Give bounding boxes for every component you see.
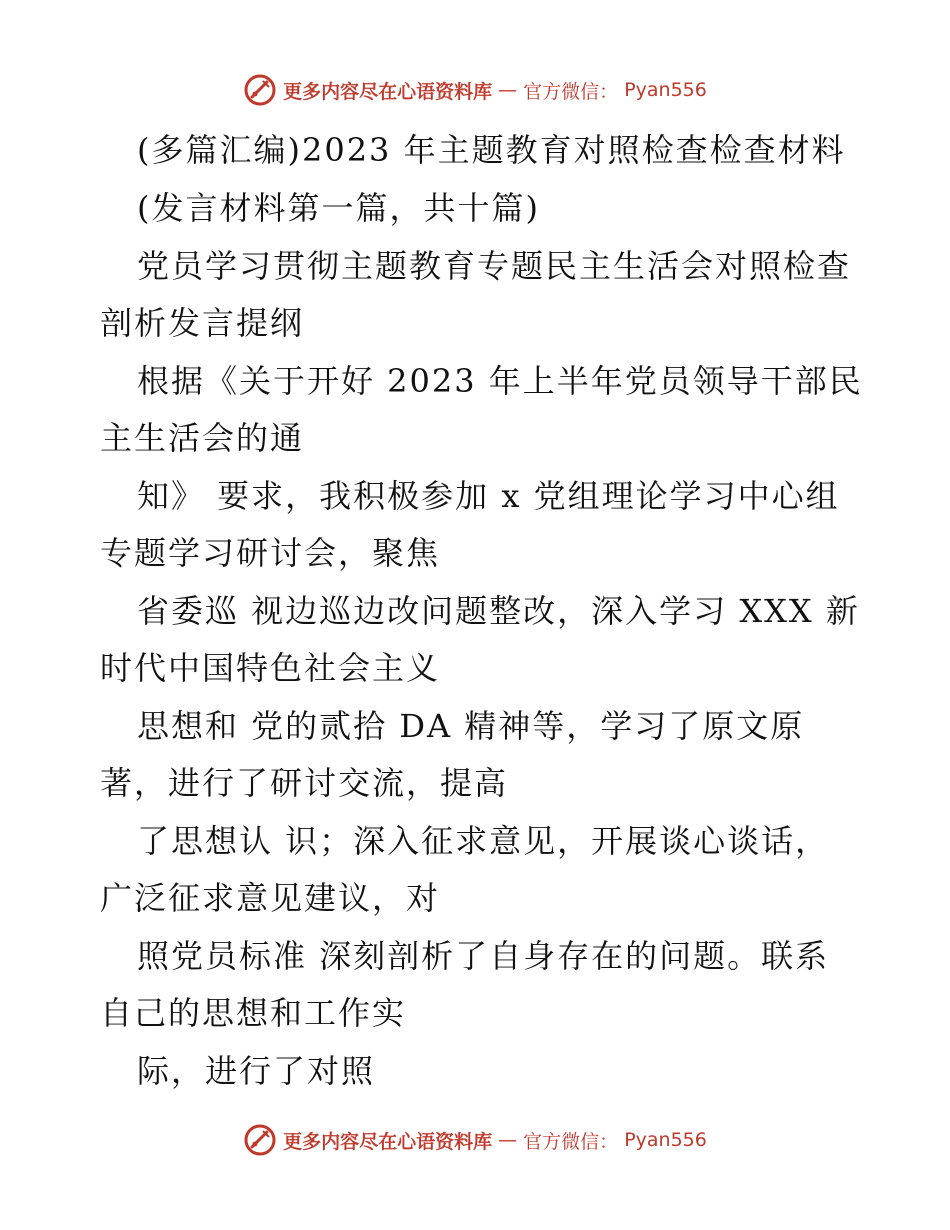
text-line: 了思想认 识；深入征求意见，开展谈心谈话，	[137, 822, 830, 860]
text-line: 省委巡 视边巡边改问题整改，深入学习 XXX 新	[137, 592, 860, 630]
text-line: 自己的思想和工作实	[100, 994, 407, 1032]
text-line: 广泛征求意见建议，对	[100, 879, 441, 917]
watermark-brand-text: 更多内容尽在心语资料库	[283, 1130, 493, 1153]
watermark-official-label: 官方微信：	[523, 80, 619, 103]
text-line: 剖析发言提纲	[100, 304, 305, 342]
text-line: 主生活会的通	[100, 419, 305, 457]
watermark-dash: —	[498, 79, 518, 101]
text-line: 专题学习研讨会，聚焦	[100, 534, 441, 572]
text-line: 照党员标准 深刻剖析了自身存在的问题。联系	[137, 937, 830, 975]
watermark-handle: Pyan556	[624, 1129, 707, 1151]
header-watermark	[0, 70, 950, 110]
watermark-brand-text: 更多内容尽在心语资料库	[283, 80, 493, 103]
watermark-dash: —	[498, 1129, 518, 1151]
document-title-line-1: (多篇汇编)2023 年主题教育对照检查检查材料	[137, 131, 846, 169]
document-title-line-2: (发言材料第一篇，共十篇)	[137, 189, 540, 227]
text-line: 时代中国特色社会主义	[100, 649, 441, 687]
watermark-official-label: 官方微信：	[523, 1130, 619, 1153]
text-line: 党员学习贯彻主题教育专题民主生活会对照检查	[137, 247, 852, 285]
brand-logo-icon	[243, 73, 277, 107]
brand-logo-icon	[243, 1123, 277, 1157]
text-line: 思想和 党的贰拾 DA 精神等，学习了原文原	[137, 707, 805, 745]
text-line: 根据《关于开好 2023 年上半年党员领导干部民	[137, 362, 863, 400]
text-line: 知》 要求，我积极参加 x 党组理论学习中心组	[137, 477, 840, 515]
watermark-handle: Pyan556	[624, 79, 707, 101]
text-line: 际，进行了对照	[137, 1052, 376, 1090]
text-line: 著，进行了研讨交流，提高	[100, 764, 509, 802]
footer-watermark	[0, 1120, 950, 1160]
